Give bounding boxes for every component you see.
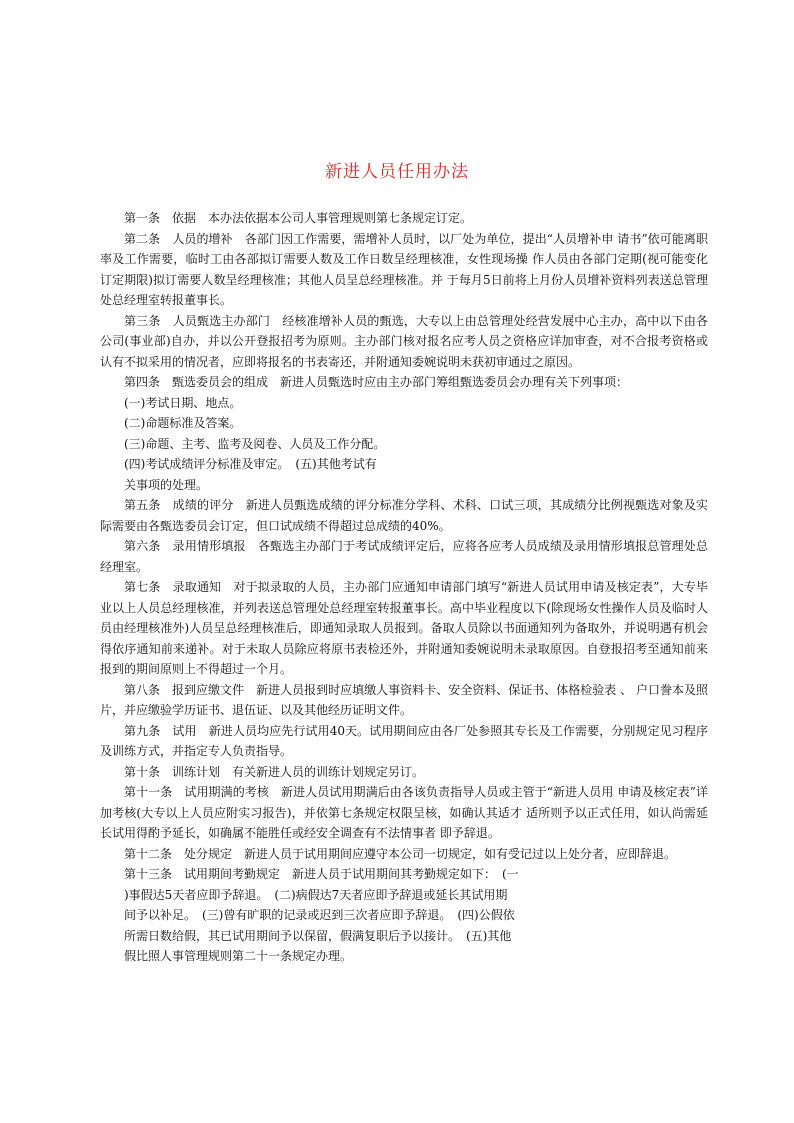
paragraph: 第六条 录用情形填报 各甄选主办部门于考试成绩评定后，应将各应考人员成绩及录用情形填报总管理处总经理室。 — [100, 539, 708, 574]
paragraph: 假比照人事管理规则第二十一条规定办理。 — [124, 949, 353, 963]
paragraph: 第二条 人员的增补 各部门因工作需要，需增补人员时，以厂处为单位，提出“人员增补申 请书”依可能离职率及工作需要，临时工由各部拟订需要人数及工作日数呈经理核准，女性现场操 作人员由各部门定期(视可能变化订定期限)拟订需要人数呈经理核准；其他人员呈总经理核准。并 于每月5日前将上月份人员增补资料列表送总管理处总经理室转报董事长。 — [100, 231, 708, 307]
paragraph: (一)考试日期、地点。 — [124, 395, 242, 410]
paragraph: 第九条 试用 新进人员均应先行试用40天。试用期间应由各厂处参照其专长及工作需要，分别规定见习程序及训练方式，并指定专人负责指导。 — [100, 723, 708, 758]
paragraph: 关事项的处理。 — [124, 477, 209, 492]
paragraph: 第一条 依据 本办法依据本公司人事管理规则第七条规定订定。 — [124, 211, 473, 225]
document-title: 新进人员任用办法 — [325, 162, 469, 182]
paragraph: 第十一条 试用期满的考核 新进人员试用期满后由各该负责指导人员或主管于“新进人员用 申请及核定表”详加考核(大专以上人员应附实习报告)，并依第七条规定权限呈核，如确认其适才 适所则予以正式任用，如认尚需延长试用得酌予延长，如确属不能胜任或经安全调查有不法情事者 即予辞退。 — [100, 785, 708, 840]
document-body — [100, 208, 708, 967]
paragraph: (三)命题、主考、监考及阅卷、人员及工作分配。 — [124, 436, 386, 451]
paragraph: )事假达5天者应即予辞退。 (二)病假达7天者应即予辞退或延长其试用期 — [124, 887, 508, 902]
paragraph: 间予以补足。 (三)曾有旷职的记录或迟到三次者应即予辞退。 (四)公假依 — [124, 908, 515, 922]
paragraph: (二)命题标准及答案。 — [124, 416, 242, 430]
paragraph: (四)考试成绩评分标准及审定。 (五)其他考试有 — [124, 457, 377, 471]
paragraph: 第三条 人员甄选主办部门 经核准增补人员的甄选，大专以上由总管理处经营发展中心主办，高中以下由各公司(事业部)自办，并以公开登报招考为原则。主办部门核对报名应考人员之资格应详加审查，对不合报考资格或认有不拟采用的情况者，应即将报名的书表寄还，并附通知委婉说明未获初审通过之原因。 — [100, 313, 708, 369]
paragraph: 第十三条 试用期间考勤规定 新进人员于试用期间其考勤规定如下： (一 — [124, 867, 519, 881]
paragraph: 第五条 成绩的评分 新进人员甄选成绩的评分标准分学科、术科、口试三项，其成绩分比例视甄选对象及实际需要由各甄选委员会订定，但口试成绩不得超过总成绩的40%。 — [100, 498, 708, 533]
paragraph: 第十条 训练计划 有关新进人员的训练计划规定另订。 — [124, 764, 425, 779]
paragraph: 第八条 报到应缴文件 新进人员报到时应填缴人事资料卡、安全资料、保证书、体格检验表 、 户口誊本及照片，并应缴验学历证书、退伍证、以及其他经历证明文件。 — [100, 682, 708, 717]
paragraph: 第十二条 处分规定 新进人员于试用期间应遵守本公司一切规定，如有受记过以上处分者，应即辞退。 — [124, 846, 677, 861]
paragraph: 第四条 甄选委员会的组成 新进人员甄选时应由主办部门筹组甄选委员会办理有关下列事项： — [124, 375, 629, 389]
paragraph: 第七条 录取通知 对于拟录取的人员，主办部门应通知申请部门填写“新进人员试用申请及核定表”，大专毕业以上人员总经理核准，并列表送总管理处总经理室转报董事长。高中毕业程度以下(除现场女性操作人员及临时人员由经理核准外)人员呈总经理核准后，即通知录取人员报到。备取人员除以书面通知列为备取外，并说明遇有机会得依序通知前来递补。对于未取人员除应将原书表检还外，并附通知委婉说明未录取原因。自登报招考至通知前来报到的期间原则上不得超过一个月。 — [100, 580, 708, 676]
paragraph: 所需日数给假，其已试用期间予以保留，假满复职后予以接计。 (五)其他 — [124, 928, 512, 943]
